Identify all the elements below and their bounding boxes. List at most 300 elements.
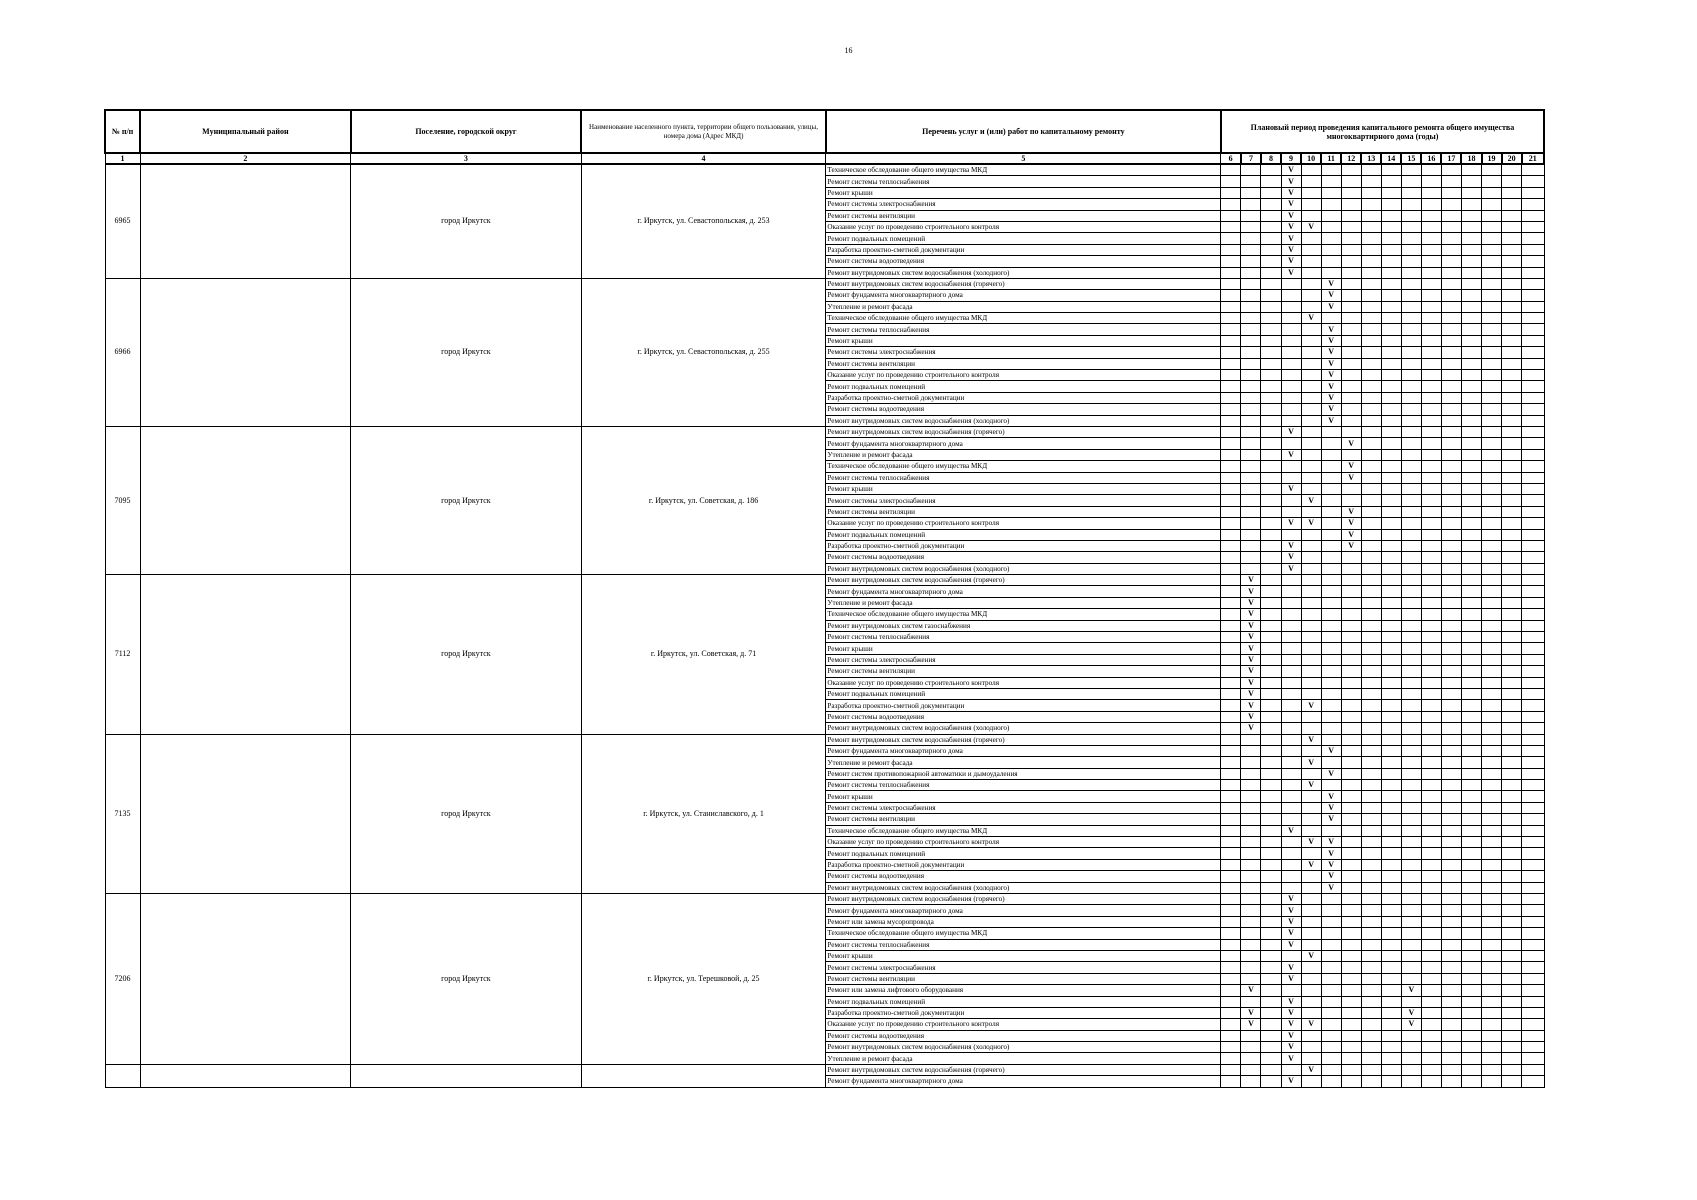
year-cell-9 bbox=[1281, 575, 1301, 586]
work-item: Оказание услуг по проведению строительного контроля bbox=[826, 1019, 1221, 1030]
year-cell-18 bbox=[1461, 301, 1481, 312]
header-address: Наименование населенного пункта, территории общего пользования, улицы, номера дома (Адрес МКД) bbox=[581, 110, 826, 153]
year-cell-6 bbox=[1221, 529, 1241, 540]
year-cell-8 bbox=[1261, 221, 1281, 232]
year-cell-10 bbox=[1301, 347, 1321, 358]
year-cell-20 bbox=[1502, 221, 1522, 232]
work-item: Ремонт подвальных помещений bbox=[826, 233, 1221, 244]
year-cell-12 bbox=[1341, 278, 1361, 289]
year-cell-21 bbox=[1522, 871, 1544, 882]
check-mark: V bbox=[1248, 643, 1254, 653]
year-cell-8 bbox=[1261, 848, 1281, 859]
year-cell-10 bbox=[1301, 905, 1321, 916]
column-number: 6 bbox=[1221, 153, 1241, 164]
year-cell-17 bbox=[1441, 654, 1461, 665]
year-cell-20 bbox=[1502, 962, 1522, 973]
year-cell-13 bbox=[1361, 358, 1381, 369]
year-cell-20 bbox=[1502, 780, 1522, 791]
year-cell-19 bbox=[1482, 1064, 1502, 1075]
year-cell-6 bbox=[1221, 871, 1241, 882]
year-cell-8 bbox=[1261, 1007, 1281, 1018]
year-cell-13 bbox=[1361, 529, 1381, 540]
year-cell-15 bbox=[1401, 563, 1421, 574]
year-cell-7 bbox=[1241, 164, 1261, 176]
year-cell-7 bbox=[1241, 381, 1261, 392]
year-cell-6 bbox=[1221, 950, 1241, 961]
year-cell-17 bbox=[1441, 950, 1461, 961]
year-cell-12 bbox=[1341, 996, 1361, 1007]
year-cell-20 bbox=[1502, 871, 1522, 882]
year-cell-10 bbox=[1301, 1076, 1321, 1087]
year-cell-11 bbox=[1321, 757, 1341, 768]
year-cell-11 bbox=[1321, 290, 1341, 301]
year-cell-6 bbox=[1221, 928, 1241, 939]
year-cell-6 bbox=[1221, 1064, 1241, 1075]
year-cell-14 bbox=[1381, 540, 1401, 551]
year-cell-11 bbox=[1321, 1007, 1341, 1018]
year-cell-16 bbox=[1421, 916, 1441, 927]
year-cell-10 bbox=[1301, 1019, 1321, 1030]
year-cell-16 bbox=[1421, 529, 1441, 540]
year-cell-8 bbox=[1261, 791, 1281, 802]
capital-repair-table bbox=[104, 109, 1545, 1088]
year-cell-15 bbox=[1401, 449, 1421, 460]
check-mark: V bbox=[1328, 768, 1335, 778]
year-cell-11 bbox=[1321, 814, 1341, 825]
year-cell-12 bbox=[1341, 552, 1361, 563]
year-cell-16 bbox=[1421, 586, 1441, 597]
table-row bbox=[105, 734, 1544, 745]
year-cell-12 bbox=[1341, 461, 1361, 472]
year-cell-12 bbox=[1341, 256, 1361, 267]
year-cell-6 bbox=[1221, 780, 1241, 791]
year-cell-10 bbox=[1301, 780, 1321, 791]
year-cell-18 bbox=[1461, 734, 1481, 745]
check-mark: V bbox=[1348, 518, 1355, 528]
check-mark: V bbox=[1248, 620, 1254, 630]
year-cell-10 bbox=[1301, 552, 1321, 563]
year-cell-10 bbox=[1301, 256, 1321, 267]
year-cell-19 bbox=[1482, 426, 1502, 437]
year-cell-7 bbox=[1241, 313, 1261, 324]
year-cell-9 bbox=[1281, 734, 1301, 745]
year-cell-19 bbox=[1482, 438, 1502, 449]
year-cell-18 bbox=[1461, 723, 1481, 734]
year-cell-7 bbox=[1241, 563, 1261, 574]
year-cell-19 bbox=[1482, 597, 1502, 608]
check-mark: V bbox=[1288, 1008, 1294, 1018]
work-item: Ремонт системы вентиляции bbox=[826, 210, 1221, 221]
year-cell-11 bbox=[1321, 244, 1341, 255]
check-mark: V bbox=[1248, 689, 1254, 699]
year-cell-21 bbox=[1522, 859, 1544, 870]
year-cell-8 bbox=[1261, 950, 1281, 961]
year-cell-7 bbox=[1241, 711, 1261, 722]
year-cell-7 bbox=[1241, 734, 1261, 745]
year-cell-18 bbox=[1461, 654, 1481, 665]
year-cell-7 bbox=[1241, 859, 1261, 870]
year-cell-20 bbox=[1502, 848, 1522, 859]
year-cell-18 bbox=[1461, 199, 1481, 210]
year-cell-9 bbox=[1281, 1019, 1301, 1030]
year-cell-21 bbox=[1522, 882, 1544, 893]
year-cell-14 bbox=[1381, 882, 1401, 893]
year-cell-6 bbox=[1221, 370, 1241, 381]
year-cell-6 bbox=[1221, 335, 1241, 346]
year-cell-21 bbox=[1522, 381, 1544, 392]
year-cell-13 bbox=[1361, 347, 1381, 358]
year-cell-19 bbox=[1482, 757, 1502, 768]
year-cell-10 bbox=[1301, 187, 1321, 198]
year-cell-6 bbox=[1221, 962, 1241, 973]
year-cell-7 bbox=[1241, 700, 1261, 711]
year-cell-12 bbox=[1341, 529, 1361, 540]
year-cell-15 bbox=[1401, 381, 1421, 392]
year-cell-10 bbox=[1301, 506, 1321, 517]
year-cell-17 bbox=[1441, 381, 1461, 392]
year-cell-13 bbox=[1361, 404, 1381, 415]
table-row bbox=[105, 278, 1544, 289]
year-cell-16 bbox=[1421, 495, 1441, 506]
year-cell-21 bbox=[1522, 575, 1544, 586]
year-cell-21 bbox=[1522, 518, 1544, 529]
year-cell-9 bbox=[1281, 278, 1301, 289]
year-cell-9 bbox=[1281, 267, 1301, 278]
year-cell-18 bbox=[1461, 324, 1481, 335]
year-cell-9 bbox=[1281, 780, 1301, 791]
year-cell-19 bbox=[1482, 563, 1502, 574]
year-cell-18 bbox=[1461, 586, 1481, 597]
year-cell-16 bbox=[1421, 643, 1441, 654]
year-cell-18 bbox=[1461, 392, 1481, 403]
year-cell-10 bbox=[1301, 370, 1321, 381]
year-cell-18 bbox=[1461, 916, 1481, 927]
year-cell-18 bbox=[1461, 905, 1481, 916]
year-cell-16 bbox=[1421, 734, 1441, 745]
year-cell-20 bbox=[1502, 677, 1522, 688]
year-cell-7 bbox=[1241, 244, 1261, 255]
work-item: Ремонт фундамента многоквартирного дома bbox=[826, 905, 1221, 916]
year-cell-12 bbox=[1341, 404, 1361, 415]
year-cell-8 bbox=[1261, 996, 1281, 1007]
year-cell-8 bbox=[1261, 426, 1281, 437]
work-item: Ремонт системы вентиляции bbox=[826, 666, 1221, 677]
year-cell-10 bbox=[1301, 643, 1321, 654]
year-cell-10 bbox=[1301, 290, 1321, 301]
year-cell-21 bbox=[1522, 677, 1544, 688]
year-cell-18 bbox=[1461, 358, 1481, 369]
check-mark: V bbox=[1328, 871, 1335, 881]
year-cell-8 bbox=[1261, 483, 1281, 494]
year-cell-15 bbox=[1401, 244, 1421, 255]
check-mark: V bbox=[1328, 347, 1335, 357]
year-cell-16 bbox=[1421, 780, 1441, 791]
work-item: Техническое обследование общего имущества МКД bbox=[826, 609, 1221, 620]
work-item: Разработка проектно-сметной документации bbox=[826, 700, 1221, 711]
year-cell-8 bbox=[1261, 734, 1281, 745]
year-cell-21 bbox=[1522, 529, 1544, 540]
year-cell-10 bbox=[1301, 871, 1321, 882]
year-cell-11 bbox=[1321, 210, 1341, 221]
year-cell-8 bbox=[1261, 335, 1281, 346]
year-cell-14 bbox=[1381, 928, 1401, 939]
year-cell-12 bbox=[1341, 791, 1361, 802]
year-cell-10 bbox=[1301, 176, 1321, 187]
year-cell-14 bbox=[1381, 244, 1401, 255]
year-cell-18 bbox=[1461, 882, 1481, 893]
year-cell-14 bbox=[1381, 164, 1401, 176]
year-cell-21 bbox=[1522, 950, 1544, 961]
year-cell-19 bbox=[1482, 882, 1502, 893]
year-cell-15 bbox=[1401, 164, 1421, 176]
year-cell-17 bbox=[1441, 677, 1461, 688]
year-cell-13 bbox=[1361, 461, 1381, 472]
year-cell-10 bbox=[1301, 586, 1321, 597]
year-cell-11 bbox=[1321, 529, 1341, 540]
year-cell-18 bbox=[1461, 859, 1481, 870]
year-cell-20 bbox=[1502, 643, 1522, 654]
work-item: Ремонт системы вентиляции bbox=[826, 506, 1221, 517]
year-cell-6 bbox=[1221, 791, 1241, 802]
year-cell-13 bbox=[1361, 199, 1381, 210]
year-cell-17 bbox=[1441, 928, 1461, 939]
check-mark: V bbox=[1248, 598, 1254, 608]
year-cell-21 bbox=[1522, 939, 1544, 950]
year-cell-8 bbox=[1261, 586, 1281, 597]
year-cell-15 bbox=[1401, 654, 1421, 665]
check-mark: V bbox=[1408, 1008, 1415, 1018]
work-item: Разработка проектно-сметной документации bbox=[826, 392, 1221, 403]
year-cell-18 bbox=[1461, 347, 1481, 358]
work-item: Ремонт фундамента многоквартирного дома bbox=[826, 438, 1221, 449]
work-item: Ремонт системы вентиляции bbox=[826, 814, 1221, 825]
year-cell-7 bbox=[1241, 916, 1261, 927]
year-cell-10 bbox=[1301, 711, 1321, 722]
year-cell-20 bbox=[1502, 654, 1522, 665]
year-cell-13 bbox=[1361, 871, 1381, 882]
year-cell-12 bbox=[1341, 1076, 1361, 1087]
year-cell-12 bbox=[1341, 700, 1361, 711]
check-mark: V bbox=[1308, 734, 1314, 744]
object-address: г. Иркутск, ул. Терешковой, д. 25 bbox=[581, 894, 826, 1065]
year-cell-11 bbox=[1321, 666, 1341, 677]
year-cell-7 bbox=[1241, 928, 1261, 939]
year-cell-18 bbox=[1461, 950, 1481, 961]
year-cell-9 bbox=[1281, 221, 1301, 232]
year-cell-11 bbox=[1321, 495, 1341, 506]
year-cell-8 bbox=[1261, 187, 1281, 198]
year-cell-14 bbox=[1381, 723, 1401, 734]
work-item: Техническое обследование общего имущества МКД bbox=[826, 928, 1221, 939]
year-cell-12 bbox=[1341, 939, 1361, 950]
year-cell-10 bbox=[1301, 267, 1321, 278]
year-cell-13 bbox=[1361, 381, 1381, 392]
year-cell-10 bbox=[1301, 313, 1321, 324]
year-cell-21 bbox=[1522, 711, 1544, 722]
year-cell-14 bbox=[1381, 802, 1401, 813]
year-cell-15 bbox=[1401, 301, 1421, 312]
year-cell-20 bbox=[1502, 518, 1522, 529]
year-cell-19 bbox=[1482, 985, 1502, 996]
year-cell-10 bbox=[1301, 814, 1321, 825]
year-cell-10 bbox=[1301, 358, 1321, 369]
year-cell-11 bbox=[1321, 176, 1341, 187]
year-cell-18 bbox=[1461, 894, 1481, 905]
year-cell-17 bbox=[1441, 221, 1461, 232]
year-cell-15 bbox=[1401, 552, 1421, 563]
column-number: 15 bbox=[1401, 153, 1421, 164]
object-number: 7095 bbox=[105, 426, 140, 574]
year-cell-17 bbox=[1441, 426, 1461, 437]
year-cell-21 bbox=[1522, 1030, 1544, 1041]
year-cell-13 bbox=[1361, 278, 1381, 289]
year-cell-21 bbox=[1522, 996, 1544, 1007]
year-cell-20 bbox=[1502, 1053, 1522, 1064]
year-cell-17 bbox=[1441, 563, 1461, 574]
year-cell-10 bbox=[1301, 210, 1321, 221]
year-cell-11 bbox=[1321, 518, 1341, 529]
year-cell-15 bbox=[1401, 335, 1421, 346]
year-cell-8 bbox=[1261, 1019, 1281, 1030]
year-cell-14 bbox=[1381, 301, 1401, 312]
work-item: Ремонт крыши bbox=[826, 791, 1221, 802]
year-cell-17 bbox=[1441, 575, 1461, 586]
year-cell-17 bbox=[1441, 210, 1461, 221]
year-cell-16 bbox=[1421, 164, 1441, 176]
year-cell-17 bbox=[1441, 244, 1461, 255]
year-cell-17 bbox=[1441, 392, 1461, 403]
year-cell-8 bbox=[1261, 233, 1281, 244]
year-cell-6 bbox=[1221, 825, 1241, 836]
year-cell-17 bbox=[1441, 199, 1461, 210]
year-cell-19 bbox=[1482, 529, 1502, 540]
year-cell-12 bbox=[1341, 871, 1361, 882]
year-cell-17 bbox=[1441, 552, 1461, 563]
year-cell-21 bbox=[1522, 928, 1544, 939]
year-cell-18 bbox=[1461, 973, 1481, 984]
year-cell-13 bbox=[1361, 472, 1381, 483]
year-cell-15 bbox=[1401, 928, 1421, 939]
year-cell-20 bbox=[1502, 552, 1522, 563]
year-cell-14 bbox=[1381, 1064, 1401, 1075]
year-cell-18 bbox=[1461, 438, 1481, 449]
year-cell-6 bbox=[1221, 745, 1241, 756]
work-item: Утепление и ремонт фасада bbox=[826, 757, 1221, 768]
year-cell-8 bbox=[1261, 597, 1281, 608]
year-cell-7 bbox=[1241, 278, 1261, 289]
year-cell-16 bbox=[1421, 506, 1441, 517]
year-cell-18 bbox=[1461, 290, 1481, 301]
year-cell-16 bbox=[1421, 313, 1441, 324]
year-cell-6 bbox=[1221, 973, 1241, 984]
year-cell-13 bbox=[1361, 290, 1381, 301]
year-cell-9 bbox=[1281, 210, 1301, 221]
year-cell-7 bbox=[1241, 347, 1261, 358]
year-cell-13 bbox=[1361, 210, 1381, 221]
year-cell-17 bbox=[1441, 882, 1461, 893]
work-item: Ремонт системы водоотведения bbox=[826, 1030, 1221, 1041]
year-cell-18 bbox=[1461, 688, 1481, 699]
year-cell-10 bbox=[1301, 939, 1321, 950]
year-cell-12 bbox=[1341, 1064, 1361, 1075]
year-cell-9 bbox=[1281, 438, 1301, 449]
year-cell-6 bbox=[1221, 677, 1241, 688]
year-cell-7 bbox=[1241, 723, 1261, 734]
year-cell-10 bbox=[1301, 1030, 1321, 1041]
year-cell-6 bbox=[1221, 609, 1241, 620]
year-cell-15 bbox=[1401, 472, 1421, 483]
work-item: Ремонт системы электроснабжения bbox=[826, 495, 1221, 506]
year-cell-20 bbox=[1502, 985, 1522, 996]
year-cell-20 bbox=[1502, 666, 1522, 677]
check-mark: V bbox=[1288, 165, 1294, 175]
year-cell-21 bbox=[1522, 620, 1544, 631]
year-cell-8 bbox=[1261, 552, 1281, 563]
year-cell-21 bbox=[1522, 187, 1544, 198]
year-cell-21 bbox=[1522, 1042, 1544, 1053]
year-cell-15 bbox=[1401, 666, 1421, 677]
year-cell-17 bbox=[1441, 700, 1461, 711]
year-cell-14 bbox=[1381, 962, 1401, 973]
year-cell-9 bbox=[1281, 1007, 1301, 1018]
year-cell-9 bbox=[1281, 483, 1301, 494]
year-cell-19 bbox=[1482, 620, 1502, 631]
year-cell-19 bbox=[1482, 472, 1502, 483]
work-item: Ремонт системы теплоснабжения bbox=[826, 632, 1221, 643]
year-cell-8 bbox=[1261, 643, 1281, 654]
year-cell-20 bbox=[1502, 1030, 1522, 1041]
year-cell-8 bbox=[1261, 461, 1281, 472]
year-cell-10 bbox=[1301, 962, 1321, 973]
year-cell-10 bbox=[1301, 563, 1321, 574]
check-mark: V bbox=[1288, 552, 1294, 562]
year-cell-9 bbox=[1281, 563, 1301, 574]
year-cell-13 bbox=[1361, 711, 1381, 722]
check-mark: V bbox=[1248, 609, 1254, 619]
year-cell-17 bbox=[1441, 495, 1461, 506]
year-cell-9 bbox=[1281, 370, 1301, 381]
year-cell-14 bbox=[1381, 859, 1401, 870]
year-cell-20 bbox=[1502, 620, 1522, 631]
year-cell-19 bbox=[1482, 347, 1502, 358]
year-cell-13 bbox=[1361, 449, 1381, 460]
year-cell-18 bbox=[1461, 506, 1481, 517]
year-cell-12 bbox=[1341, 1042, 1361, 1053]
year-cell-12 bbox=[1341, 757, 1361, 768]
year-cell-12 bbox=[1341, 802, 1361, 813]
year-cell-13 bbox=[1361, 768, 1381, 779]
year-cell-14 bbox=[1381, 632, 1401, 643]
year-cell-17 bbox=[1441, 711, 1461, 722]
column-number: 2 bbox=[140, 153, 351, 164]
check-mark: V bbox=[1328, 803, 1335, 813]
year-cell-8 bbox=[1261, 449, 1281, 460]
year-cell-7 bbox=[1241, 392, 1261, 403]
year-cell-17 bbox=[1441, 404, 1461, 415]
year-cell-18 bbox=[1461, 1030, 1481, 1041]
year-cell-7 bbox=[1241, 802, 1261, 813]
year-cell-8 bbox=[1261, 916, 1281, 927]
year-cell-20 bbox=[1502, 449, 1522, 460]
check-mark: V bbox=[1308, 951, 1314, 961]
year-cell-13 bbox=[1361, 301, 1381, 312]
year-cell-14 bbox=[1381, 939, 1401, 950]
year-cell-15 bbox=[1401, 996, 1421, 1007]
work-item: Ремонт внутридомовых систем водоснабжения (горячего) bbox=[826, 426, 1221, 437]
year-cell-18 bbox=[1461, 415, 1481, 426]
column-number: 4 bbox=[581, 153, 826, 164]
check-mark: V bbox=[1288, 563, 1294, 573]
